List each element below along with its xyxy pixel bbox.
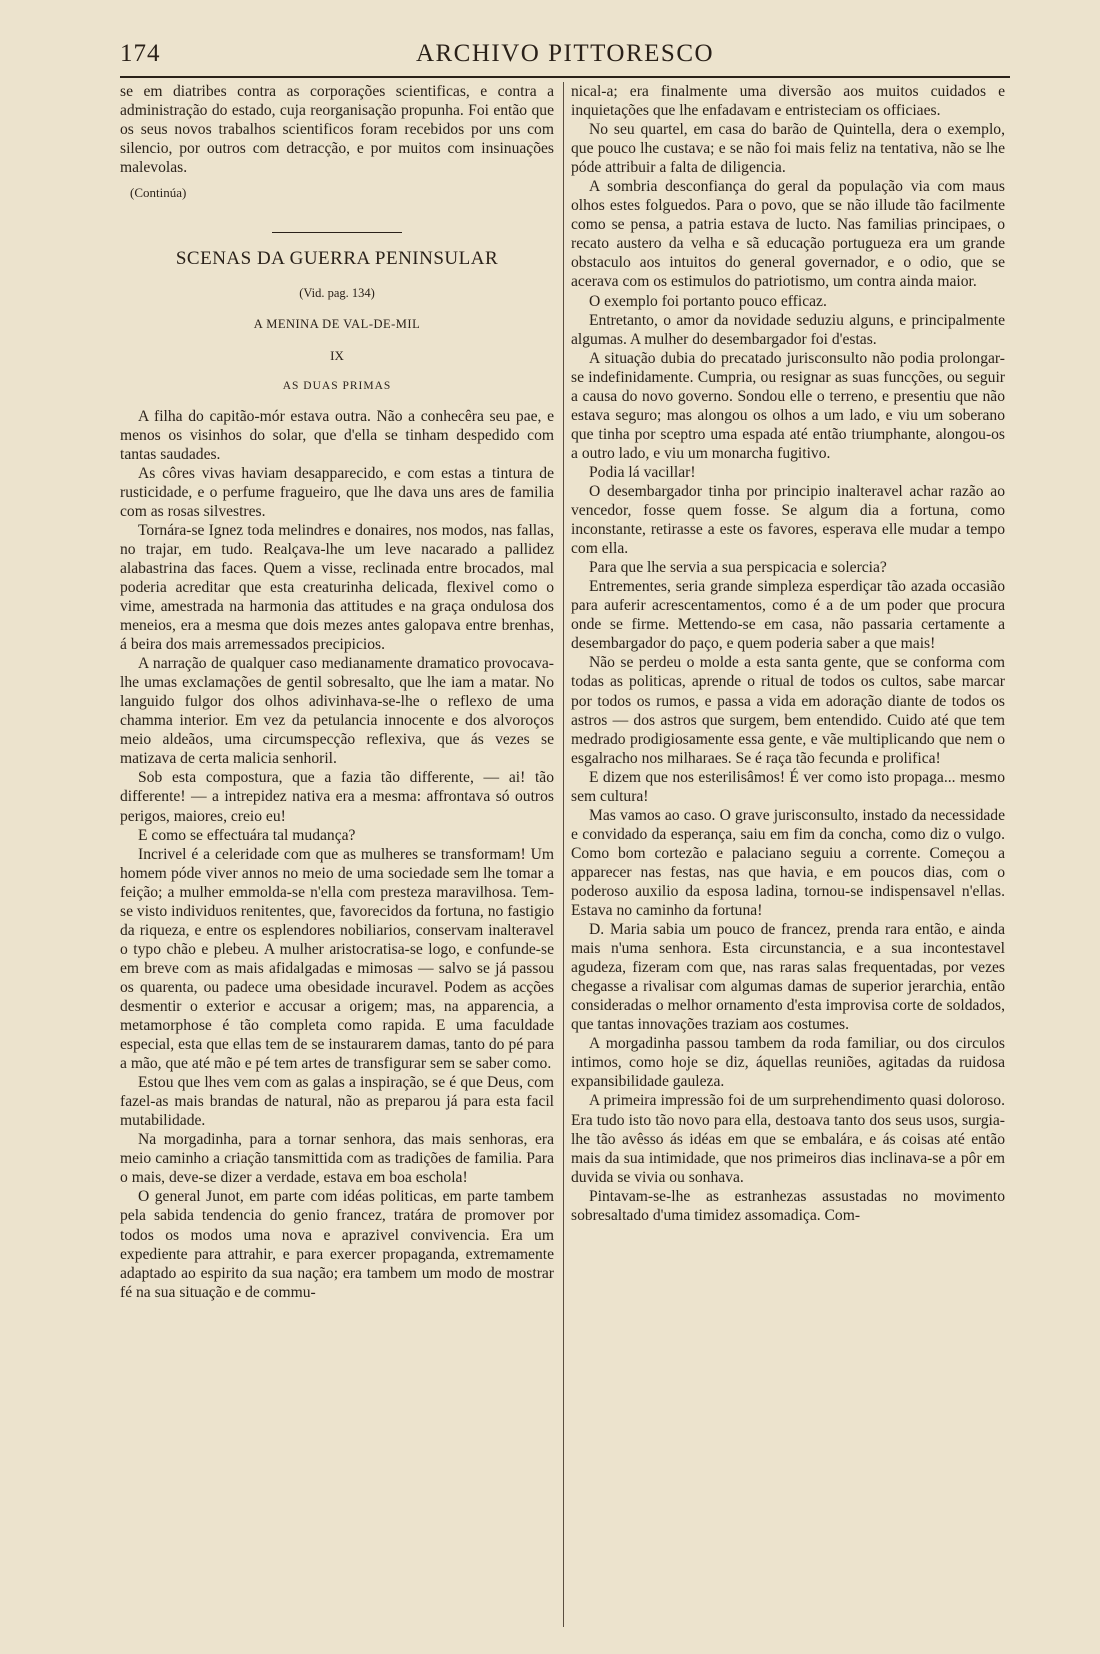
right-column xyxy=(571,82,1005,1622)
paragraph: Entretanto, o amor da novidade seduziu alguns, e principalmente algumas. A mulher do desembargador foi d'estas. xyxy=(571,311,1005,348)
paragraph: A narração de qualquer caso medianamente dramatico provocava-lhe umas exclamações de gentil sobresalto, que lhe iam a matar. No languido fulgor dos olhos adivinhava-se-lhe o reflexo de uma chamma interior. Em vez da petulancia innocente e dos alvoroços meio aldeãos, uma circumspecção reflexiva, que ás vezes se matizava de certa malicia senhoril. xyxy=(120,655,554,768)
header-rule xyxy=(120,76,1010,78)
paragraph: E como se effectuára tal mudança? xyxy=(138,826,356,844)
paragraph: As côres vivas haviam desapparecido, e com estas a tintura de rusticidade, e o perfume fragueiro, que lhe dava uns ares de familia com as rosas silvestres. xyxy=(120,464,554,520)
paragraph: Podia lá vacillar! xyxy=(589,463,696,481)
paragraph: A morgadinha passou tambem da roda familiar, ou dos circulos intimos, como hoje se diz, áquellas reuniões, agitadas da ruidosa expansibilidade gauleza. xyxy=(571,1035,1005,1091)
chapter-title: AS DUAS PRIMAS xyxy=(282,380,392,393)
page-number: 174 xyxy=(120,40,161,67)
column-divider xyxy=(563,82,564,1627)
section-reference: (Vid. pag. 134) xyxy=(299,286,375,301)
story-title: A MENINA DE VAL-DE-MIL xyxy=(253,317,421,332)
paragraph: Entrementes, seria grande simpleza esperdiçar tão azada occasião para auferir acrescentamentos, como é a de um poder que procura onde se firme. Mettendo-se em casa, não passaria certamente a desembargador do paço, e quem poderia saber a que mais! xyxy=(571,578,1005,653)
section-title: SCENAS DA GUERRA PENINSULAR xyxy=(175,248,499,270)
continua-note: (Continúa) xyxy=(130,185,187,201)
paragraph: Incrivel é a celeridade com que as mulheres se transformam! Um homem póde viver annos no meio de uma sociedade sem lhe tomar a feição; a mulher emmolda-se n'ella com presteza maravilhosa. Tem-se visto individuos renitentes, que, favorecidos da fortuna, no fastigio da riqueza, e entre os esplendores nobiliarios, conservam inalteravel o typo chão e plebeu. A mulher aristocratisa-se logo, e confunde-se em breve com as mais afidalgadas e mimosas — salvo se já passou os quarenta, ou padece uma obesidade incuravel. Podem as acções desmentir o exterior e accusar a origem; mas, na apparencia, a metamorphose é tão completa como rapida. E uma faculdade especial, esta que ellas tem de se instaurarem damas, tanto do pé para a mão, que até mão e pé tem artes de transfigurar sem se saber como. xyxy=(120,845,554,1073)
paragraph: E dizem que nos esterilisâmos! É ver como isto propaga... mesmo sem cultura! xyxy=(571,768,1005,805)
paragraph: A situação dubia do precatado jurisconsulto não podia prolongar-se indefinidamente. Cumpria, ou resignar as suas funcções, ou seguir a causa do novo governo. Sondou elle o terreno, e presentiu que não estava seguro; mas alongou os olhos a um lado, e viu um soberano que tinha por sceptro uma espada até então triumphante, alongou-os a outro lado, e viu um monarcha fugitivo. xyxy=(571,349,1005,462)
paragraph: O desembargador tinha por principio inalteravel achar razão ao vencedor, fosse quem fosse. Se algum dia a fortuna, como inconstante, retirasse a este os favores, esperava elle mudar a tempo com ella. xyxy=(571,482,1005,558)
paragraph: Pintavam-se-lhe as estranhezas assustadas no movimento sobresaltado d'uma timidez assomadiça. Com- xyxy=(571,1187,1005,1224)
paragraph: Mas vamos ao caso. O grave jurisconsulto, instado da necessidade e convidado da esperança, saiu em fim da concha, como diz o vulgo. Como bom cortezão e palaciano seguiu a corrente. Começou a apparecer nas festas, nas que havia, e em poucos dias, com o poderoso auxilio da esposa ladina, tornou-se indispensavel n'ellas. Estava no caminho da fortuna! xyxy=(571,806,1005,920)
section-divider xyxy=(272,232,402,233)
chapter-number: IX xyxy=(330,348,344,364)
journal-title: ARCHIVO PITTORESCO xyxy=(415,40,715,67)
paragraph: No seu quartel, em casa do barão de Quintella, dera o exemplo, que pouco lhe custava; e se não foi mais feliz na tentativa, não se lhe póde attribuir a falta de diligencia. xyxy=(571,121,1005,177)
page-header xyxy=(120,40,1010,74)
paragraph: A filha do capitão-mór estava outra. Não a conhecêra seu pae, e menos os visinhos do solar, que d'ella se tinham despedido com tantas saudades. xyxy=(120,407,554,463)
paragraph: nical-a; era finalmente uma diversão aos muitos cuidados e inquietações que lhe enfadavam e entristeciam os officiaes. xyxy=(571,83,1005,120)
paragraph: Estou que lhes vem com as galas a inspiração, se é que Deus, com fazel-as mais brandas de natural, não as preparou já para esta facil mutabilidade. xyxy=(120,1074,554,1130)
paragraph: O exemplo foi portanto pouco efficaz. xyxy=(589,292,827,310)
paragraph: Tornára-se Ignez toda melindres e donaires, nos modos, nas fallas, no trajar, em tudo. Realçava-lhe um leve nacarado a pallidez alabastrina das faces. Quem a visse, reclinada entre brocados, mal poderia acreditar que esta creaturinha delicada, flexivel como o vime, amestrada na harmonia das attitudes e na graça ondulosa dos meneios, era a mesma que dois mezes antes galopava entre brenhas, á beira dos mais arremessados precipicios. xyxy=(120,521,554,654)
paragraph: Não se perdeu o molde a esta santa gente, que se conforma com todas as politicas, aprende o ritual de todos os cultos, sabe marcar por todos os rumos, e passa a vida em adoração diante de todos os astros — dos astros que surgem, bem entendido. Cuido até que tem medrado prodigiosamente essa gente, e vãe multiplicando que nem o esgalracho nos milharaes. Se é raça tão fecunda e prolifica! xyxy=(571,654,1005,767)
paragraph: A primeira impressão foi de um surprehendimento quasi doloroso. Era tudo isto tão novo para ella, destoava tanto dos seus usos, surgia-lhe tão avêsso ás idéas em que se embalára, e ás coisas até então mais da sua intimidade, que nos primeiros dias inclinava-se a pôr em duvida se vivia ou sonhava. xyxy=(571,1092,1005,1186)
paragraph: Sob esta compostura, que a fazia tão differente, — ai! tão differente! — a intrepidez nativa era a mesma: affrontava só outros perigos, maiores, creio eu! xyxy=(120,769,554,825)
paragraph: Na morgadinha, para a tornar senhora, das mais senhoras, era meio caminho a criação tansmittida com as tradições de familia. Para o mais, deve-se dizer a verdade, estava em boa eschola! xyxy=(120,1131,554,1187)
left-column xyxy=(120,82,554,1622)
paragraph: O general Junot, em parte com idéas politicas, em parte tambem pela sabida tendencia do genio francez, tratára de promover por todos os modos uma nova e aprazivel convivencia. Era um expediente para attrahir, e para exercer propaganda, extremamente adaptado ao espirito da sua nação; era tambem um modo de mostrar fé na sua situação e de commu- xyxy=(120,1188,554,1301)
intro-paragraph: se em diatribes contra as corporações scientificas, e contra a administração do estado, cuja reorganisação propunha. Foi então que os seus novos trabalhos scientificos foram recebidos por uns com silencio, por outros com detracção, e por muitos com insinuações malevolas. xyxy=(120,83,554,177)
paragraph: D. Maria sabia um pouco de francez, prenda rara então, e ainda mais n'uma senhora. Esta circunstancia, e a sua incontestavel agudeza, fizeram com que, nas raras salas frequentadas, por vezes chegasse a rivalisar com algumas damas de superior jerarchia, então consideradas o melhor ornamento d'esta improvisa corte de soldados, que tantas innovações traziam aos costumes. xyxy=(571,921,1005,1034)
paragraph: A sombria desconfiança do geral da população via com maus olhos estes folguedos. Para o povo, que se não illude tão facilmente como se pensa, a patria estava de lucto. Nas familias principaes, o recato austero da velha e sã educação portugueza era um grande obstaculo aos intuitos do general governador, e o odio, que se acerava com os estimulos do patriotismo, um contra ainda maior. xyxy=(571,178,1005,291)
paragraph: Para que lhe servia a sua perspicacia e solercia? xyxy=(589,559,887,577)
